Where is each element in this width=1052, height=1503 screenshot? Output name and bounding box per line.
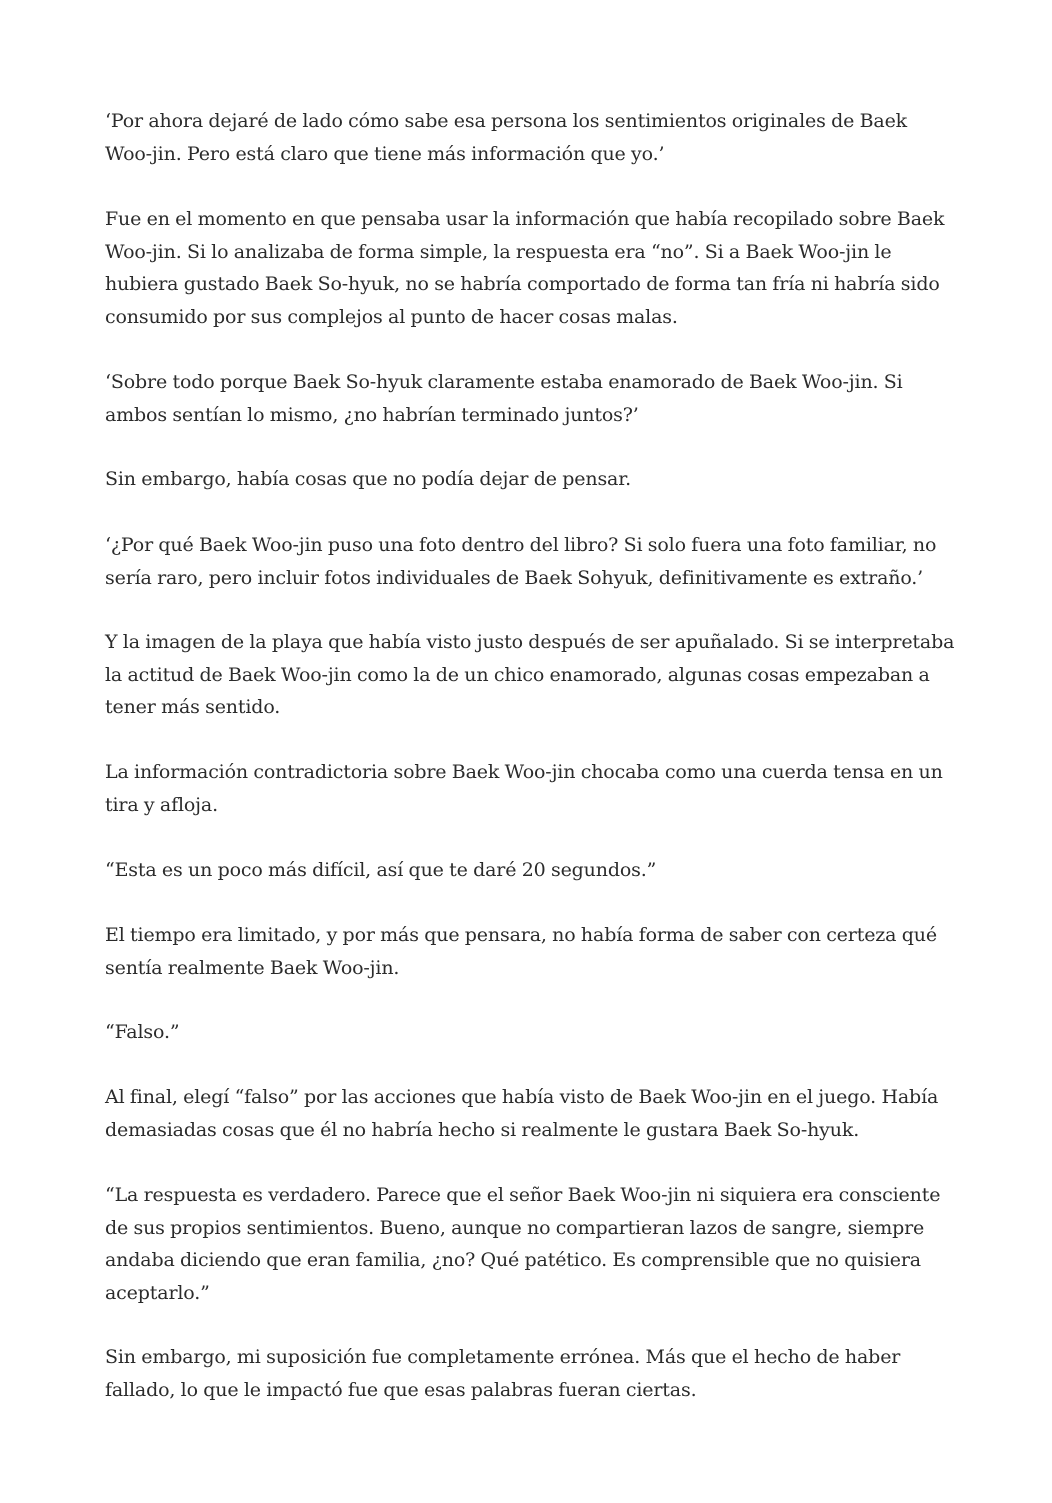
paragraph-13: Sin embargo, mi suposición fue completamente errónea. Más que el hecho de haber fallado, lo que le impactó fue que esas palabras fueran ciertas. [105,1346,901,1401]
paragraph-6: Y la imagen de la playa que había visto justo después de ser apuñalado. Si se interpretaba la actitud de Baek Woo-jin como la de un chico enamorado, algunas cosas empezaban a tener más sentido. [105,631,955,719]
paragraph-4: Sin embargo, había cosas que no podía dejar de pensar. [105,468,631,490]
paragraph-3: ‘Sobre todo porque Baek So-hyuk claramente estaba enamorado de Baek Woo-jin. Si ambos sentían lo mismo, ¿no habrían terminado juntos?’ [105,371,903,426]
paragraph-2: Fue en el momento en que pensaba usar la información que había recopilado sobre Baek Woo-jin. Si lo analizaba de forma simple, la respuesta era “no”. Si a Baek Woo-jin le hubiera gustado Baek So-hyuk, no se habría comportado de forma tan fría ni habría sido consumido por sus complejos al punto de hacer cosas malas. [105,208,945,328]
paragraph-10: “Falso.” [105,1021,180,1043]
paragraph-8: “Esta es un poco más difícil, así que te daré 20 segundos.” [105,859,657,881]
paragraph-12: “La respuesta es verdadero. Parece que el señor Baek Woo-jin ni siquiera era consciente de sus propios sentimientos. Bueno, aunque no compartieran lazos de sangre, siempre andaba diciendo que eran familia, ¿no? Qué patético. Es comprensible que no quisiera aceptarlo.” [105,1184,941,1304]
paragraph-11: Al final, elegí “falso” por las acciones que había visto de Baek Woo-jin en el juego. Había demasiadas cosas que él no habría hecho si realmente le gustara Baek So-hyuk. [105,1086,939,1141]
paragraph-5: ‘¿Por qué Baek Woo-jin puso una foto dentro del libro? Si solo fuera una foto familiar, no sería raro, pero incluir fotos individuales de Baek Sohyuk, definitivamente es extraño.’ [105,534,937,589]
paragraph-7: La información contradictoria sobre Baek Woo-jin chocaba como una cuerda tensa en un tira y afloja. [105,761,943,816]
paragraph-9: El tiempo era limitado, y por más que pensara, no había forma de saber con certeza qué sentía realmente Baek Woo-jin. [105,924,937,979]
paragraph-1: ‘Por ahora dejaré de lado cómo sabe esa persona los sentimientos originales de Baek Woo-jin. Pero está claro que tiene más información que yo.’ [105,110,908,165]
